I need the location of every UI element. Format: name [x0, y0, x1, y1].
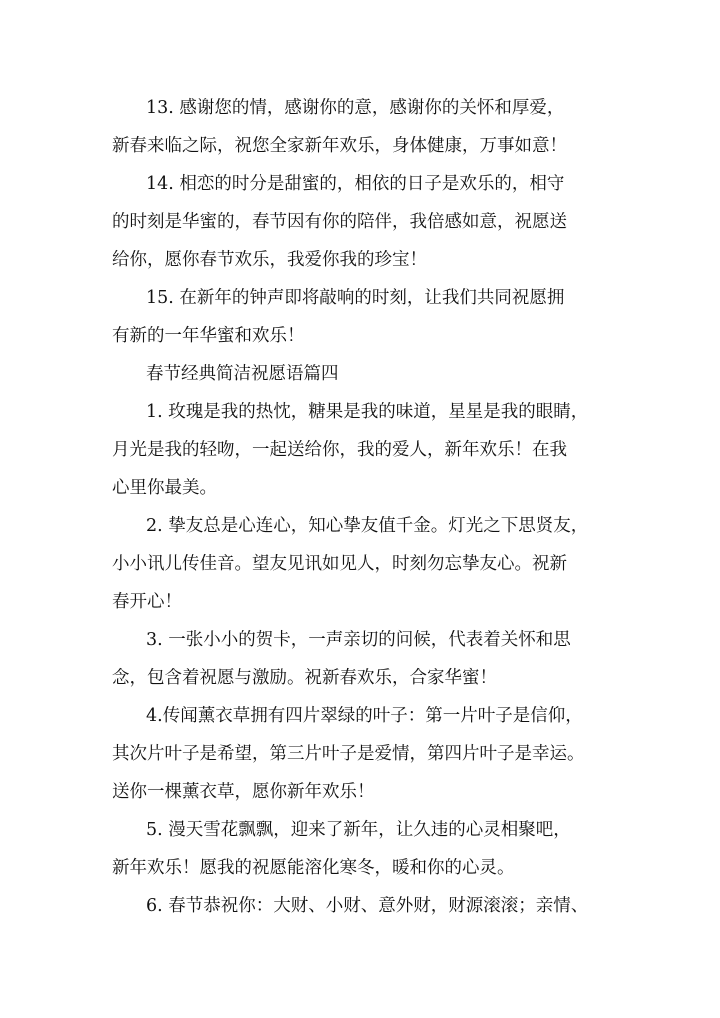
text-line-11: 心里你最美。	[112, 478, 217, 498]
text-line-4: 的时刻是华蜜的，春节因有你的陪伴，我倍感如意，祝愿送	[112, 212, 567, 232]
text-line-1: 13. 感谢您的情，感谢你的意，感谢你的关怀和厚爱，	[146, 98, 565, 118]
section-heading: 春节经典简洁祝愿语篇四	[146, 364, 339, 384]
text-line-22: 6. 春节恭祝你：大财、小财、意外财，财源滚滚；亲情、	[146, 896, 589, 916]
text-line-19: 送你一棵薰衣草，愿你新年欢乐！	[112, 782, 375, 802]
text-line-10: 月光是我的轻吻，一起送给你，我的爱人，新年欢乐！在我	[112, 440, 567, 460]
text-line-17: 4.传闻薰衣草拥有四片翠绿的叶子：第一片叶子是信仰，	[146, 706, 583, 726]
text-line-3: 14. 相恋的时分是甜蜜的，相依的日子是欢乐的，相守	[146, 174, 565, 194]
text-line-16: 念，包含着祝愿与激励。祝新春欢乐，合家华蜜！	[112, 668, 497, 688]
text-line-21: 新年欢乐！愿我的祝愿能溶化寒冬，暖和你的心灵。	[112, 858, 515, 878]
text-line-5: 给你，愿你春节欢乐，我爱你我的珍宝！	[112, 250, 427, 270]
text-line-6: 15. 在新年的钟声即将敲响的时刻，让我们共同祝愿拥	[146, 288, 565, 308]
text-line-13: 小小讯儿传佳音。望友见讯如见人，时刻勿忘挚友心。祝新	[112, 554, 567, 574]
text-line-12: 2. 挚友总是心连心，知心挚友值千金。灯光之下思贤友，	[146, 516, 589, 536]
text-line-2: 新春来临之际，祝您全家新年欢乐，身体健康，万事如意！	[112, 136, 567, 156]
text-line-15: 3. 一张小小的贺卡，一声亲切的问候，代表着关怀和思	[146, 630, 571, 650]
text-line-7: 有新的一年华蜜和欢乐！	[112, 326, 305, 346]
text-line-18: 其次片叶子是希望，第三片叶子是爱情，第四片叶子是幸运。	[112, 744, 585, 764]
text-line-20: 5. 漫天雪花飘飘，迎来了新年，让久违的心灵相聚吧，	[146, 820, 571, 840]
text-line-9: 1. 玫瑰是我的热忱，糖果是我的味道，星星是我的眼睛，	[146, 402, 589, 422]
text-line-14: 春开心！	[112, 592, 182, 612]
